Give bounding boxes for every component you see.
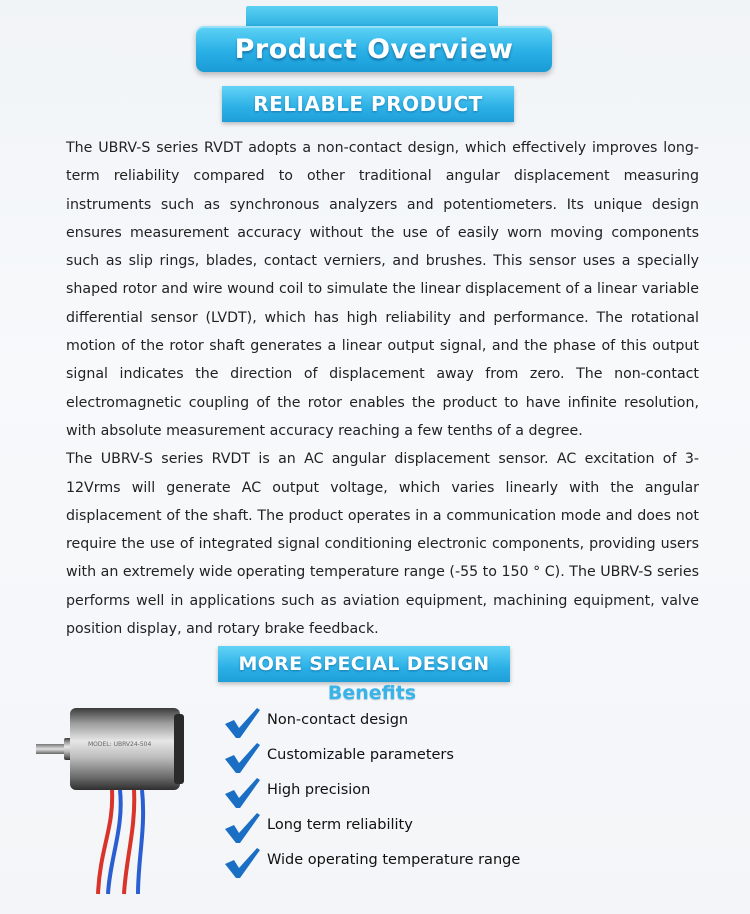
checkmark-icon: [222, 846, 262, 880]
list-item: [222, 704, 582, 739]
benefit-label: Customizable parameters: [267, 747, 454, 763]
header-decor-strip: [246, 6, 498, 28]
checkmark-icon: [222, 706, 262, 740]
checkmark-icon: [222, 741, 262, 775]
benefits-title: Benefits: [327, 682, 417, 704]
overview-paragraph-2: The UBRV-S series RVDT is an AC angular displacement sensor. AC excitation of 3-12Vrms will generate AC output voltage, which varies linearly with the angular displacement of the shaft. The product operates in a communication mode and does not require the use of integrated signal conditioning electronic components, providing users with an extremely wide operating temperature range (-55 to 150 ° C). The UBRV-S series performs well in applications such as aviation equipment, machining equipment, valve position display, and rotary brake feedback.: [66, 451, 699, 638]
special-design-banner: [218, 646, 510, 682]
checkmark-icon: [222, 776, 262, 810]
reliable-product-banner: [222, 86, 514, 122]
list-item: [222, 844, 582, 879]
benefit-label: Non-contact design: [267, 712, 409, 728]
benefit-label: High precision: [267, 782, 371, 798]
overview-body: [66, 134, 699, 643]
page-title-banner: [196, 26, 552, 72]
list-item: [222, 809, 582, 844]
section-title-special: MORE SPECIAL DESIGN: [238, 653, 490, 675]
benefit-label: Wide operating temperature range: [267, 852, 521, 868]
benefits-list: [222, 704, 582, 879]
checkmark-icon: [222, 811, 262, 845]
rvdt-sensor-image: [30, 698, 210, 898]
list-item: [222, 739, 582, 774]
benefit-label: Long term reliability: [267, 817, 413, 833]
page-title: Product Overview: [234, 33, 514, 65]
svg-text:MODEL: UBRV24-504: MODEL: UBRV24-504: [88, 741, 152, 748]
list-item: [222, 774, 582, 809]
overview-paragraph-1: The UBRV-S series RVDT adopts a non-contact design, which effectively improves long-term reliability compared to other traditional angular displacement measuring instruments such as synchronous analyzers and potentiometers. Its unique design ensures measurement accuracy without the use of easily worn moving components such as slip rings, blades, contact verniers, and brushes. This sensor uses a specially shaped rotor and wire wound coil to simulate the linear displacement of a linear variable differential sensor (LVDT), which has high reliability and performance. The rotational motion of the rotor shaft generates a linear output signal, and the phase of this output signal indicates the direction of displacement away from zero. The non-contact electromagnetic coupling of the rotor enables the product to have infinite resolution, with absolute measurement accuracy reaching a few tenths of a degree.: [66, 140, 699, 439]
section-title-reliable: RELIABLE PRODUCT: [253, 92, 483, 116]
